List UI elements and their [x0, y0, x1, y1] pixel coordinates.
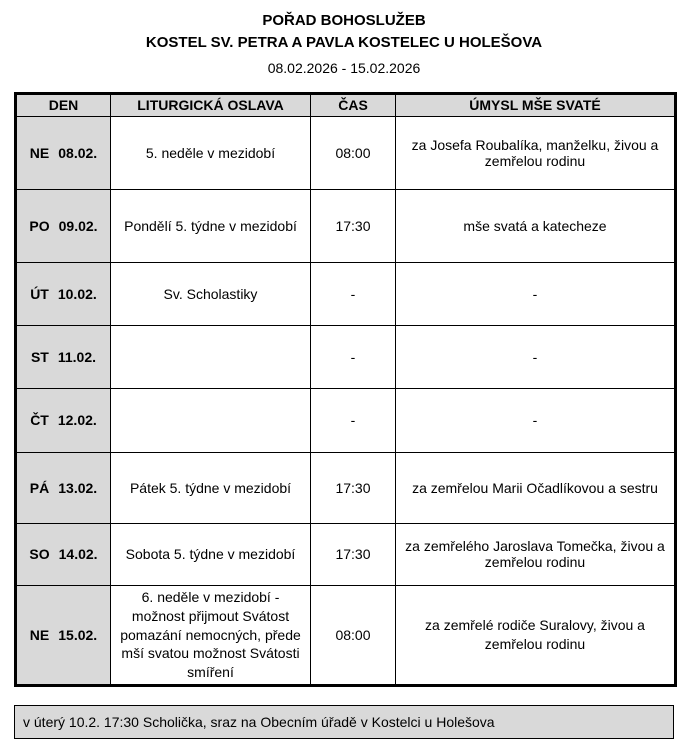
- table-row: [16, 325, 676, 388]
- day-date: 10.02.: [57, 285, 97, 302]
- intention-cell: -: [396, 262, 676, 325]
- day-cell: [16, 388, 111, 452]
- intention-cell: za zemřelého Jaroslava Tomečka, živou a zemřelou rodinu: [396, 523, 676, 585]
- day-date: 13.02.: [58, 479, 98, 496]
- column-header-day: DEN: [16, 93, 111, 116]
- time-cell: -: [311, 262, 396, 325]
- mass-schedule-table: [14, 92, 677, 687]
- table-row: [16, 189, 676, 262]
- church-name: KOSTEL SV. PETRA A PAVLA KOSTELEC U HOLEŠOVA: [145, 33, 543, 51]
- time-cell: 08:00: [311, 585, 396, 685]
- day-abbreviation: NE: [29, 144, 50, 161]
- day-date: 15.02.: [58, 626, 98, 643]
- day-abbreviation: ČT: [30, 412, 49, 429]
- header-row: [16, 93, 676, 116]
- document-header: [14, 10, 674, 78]
- celebration-cell: Sv. Scholastiky: [111, 262, 311, 325]
- day-date: 08.02.: [58, 144, 98, 161]
- column-header-intention: ÚMYSL MŠE SVATÉ: [396, 93, 676, 116]
- time-cell: 17:30: [311, 452, 396, 523]
- table-row: [16, 523, 676, 585]
- column-header-time: ČAS: [311, 93, 396, 116]
- day-cell: [16, 452, 111, 523]
- celebration-cell: 6. neděle v mezidobí - možnost přijmout Svátost pomazání nemocných, přede mší svatou možnost Svátosti smíření: [111, 585, 311, 685]
- schedule-body: [16, 116, 676, 685]
- intention-cell: za zemřelou Marii Očadlíkovou a sestru: [396, 452, 676, 523]
- day-cell: [16, 189, 111, 262]
- day-date: 12.02.: [57, 412, 97, 429]
- day-date: 14.02.: [58, 546, 98, 563]
- celebration-cell: 5. neděle v mezidobí: [111, 116, 311, 189]
- day-abbreviation: ST: [30, 348, 49, 365]
- day-cell: [16, 523, 111, 585]
- table-row: [16, 585, 676, 685]
- intention-cell: za Josefa Roubalíka, manželku, živou a zemřelou rodinu: [396, 116, 676, 189]
- day-cell: [16, 585, 111, 685]
- table-row: [16, 116, 676, 189]
- time-cell: -: [311, 388, 396, 452]
- day-date: 11.02.: [57, 348, 97, 365]
- intention-cell: -: [396, 388, 676, 452]
- day-abbreviation: PO: [29, 217, 50, 234]
- table-row: [16, 452, 676, 523]
- intention-cell: mše svatá a katecheze: [396, 189, 676, 262]
- day-abbreviation: ÚT: [30, 285, 49, 302]
- time-cell: 17:30: [311, 523, 396, 585]
- day-cell: [16, 325, 111, 388]
- time-cell: 08:00: [311, 116, 396, 189]
- intention-cell: za zemřelé rodiče Suralovy, živou a zemřelou rodinu: [396, 585, 676, 685]
- time-cell: 17:30: [311, 189, 396, 262]
- day-abbreviation: NE: [29, 626, 50, 643]
- celebration-cell: Pondělí 5. týdne v mezidobí: [111, 189, 311, 262]
- table-row: [16, 388, 676, 452]
- day-cell: [16, 262, 111, 325]
- intention-cell: -: [396, 325, 676, 388]
- table-header: [16, 93, 676, 116]
- day-date: 09.02.: [58, 217, 98, 234]
- footer-note: v úterý 10.2. 17:30 Scholička, sraz na Obecním úřadě v Kostelci u Holešova: [14, 705, 674, 739]
- table-row: [16, 262, 676, 325]
- day-abbreviation: SO: [29, 546, 50, 563]
- date-range: 08.02.2026 - 15.02.2026: [267, 59, 421, 76]
- celebration-cell: Sobota 5. týdne v mezidobí: [111, 523, 311, 585]
- column-header-celebration: LITURGICKÁ OSLAVA: [111, 93, 311, 116]
- time-cell: -: [311, 325, 396, 388]
- celebration-cell: [111, 388, 311, 452]
- celebration-cell: [111, 325, 311, 388]
- celebration-cell: Pátek 5. týdne v mezidobí: [111, 452, 311, 523]
- page-title: POŘAD BOHOSLUŽEB: [262, 12, 426, 29]
- day-cell: [16, 116, 111, 189]
- day-abbreviation: PÁ: [29, 479, 50, 496]
